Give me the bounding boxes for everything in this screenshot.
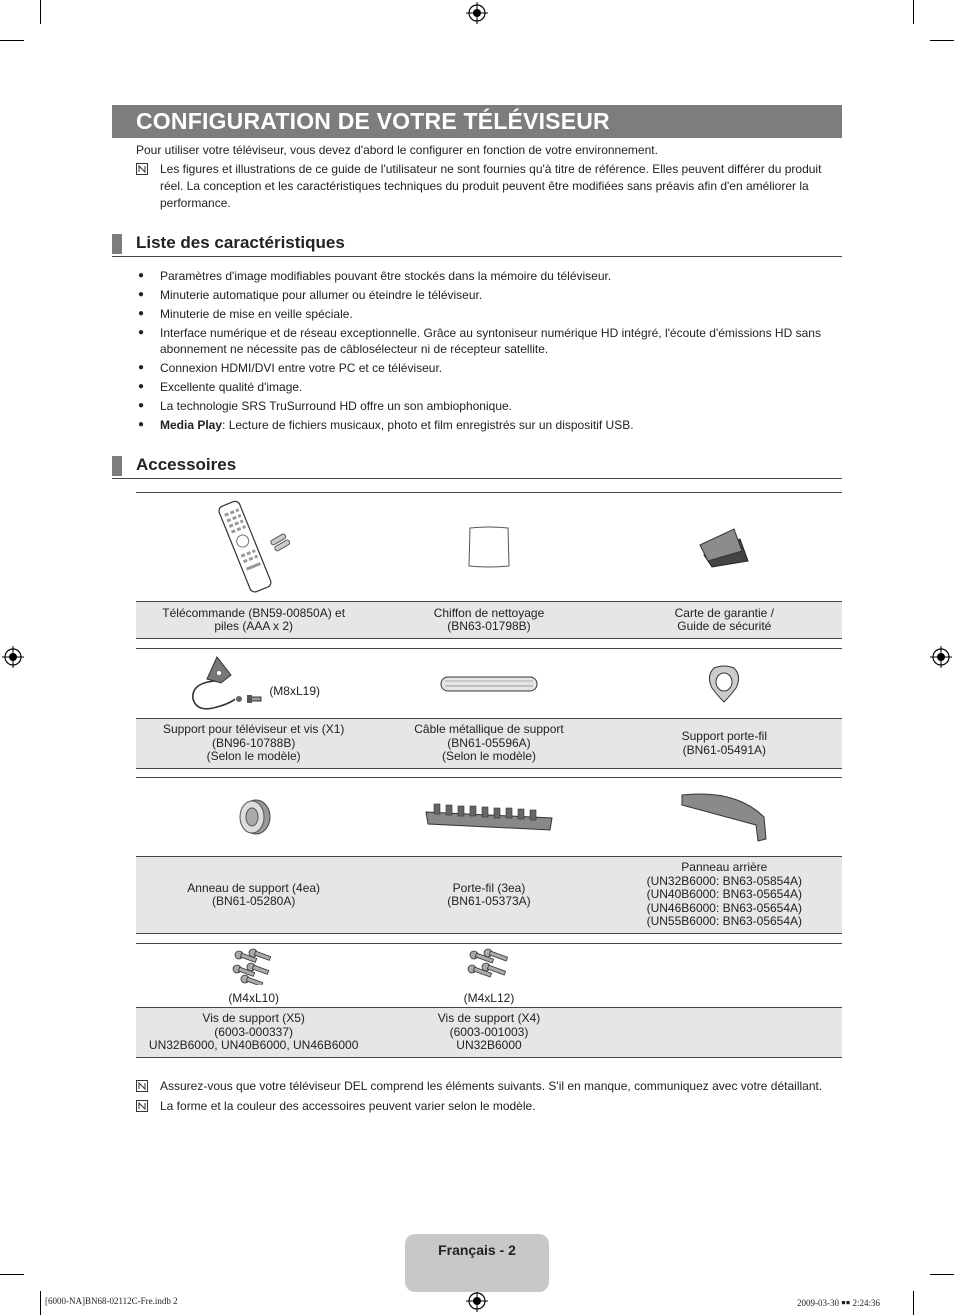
warranty-card-icon (694, 525, 754, 569)
registration-mark-icon (930, 646, 952, 668)
registration-mark-icon (466, 1290, 488, 1312)
screws-icon (229, 947, 279, 985)
bullet-icon: ● (138, 400, 145, 411)
crop-mark (0, 1274, 24, 1275)
bullet-icon: ● (138, 327, 145, 338)
crop-mark (913, 1291, 914, 1315)
caption-remote: Télécommande (BN59-00850A) et piles (AAA x 2) (162, 605, 346, 633)
cleaning-cloth-icon (464, 524, 514, 570)
note: Assurez-vous que votre téléviseur DEL comprend les éléments suivants. S'il en manque, communiquez avec votre détaillant. (136, 1078, 842, 1095)
tv-stand-icon (187, 653, 267, 715)
intro-text: Pour utiliser votre téléviseur, vous devez d'abord le configurer en fonction de votre environnement. (136, 143, 658, 157)
note-icon (136, 1078, 160, 1095)
list-item: ● Minuterie automatique pour allumer ou éteindre le téléviseur. (138, 288, 483, 302)
crop-mark (0, 40, 24, 41)
caption-ring: Anneau de support (4ea) (BN61-05280A) (187, 880, 321, 908)
holder-ring-icon (234, 797, 274, 837)
accessories-row-3 (136, 777, 842, 934)
cloth-image (371, 493, 606, 601)
note: La forme et la couleur des accessoires peuvent varier selon le modèle. (136, 1098, 842, 1115)
accessories-heading-label: Accessoires (136, 455, 237, 474)
registration-mark-icon (2, 646, 24, 668)
bullet-icon: ● (138, 419, 145, 430)
cable-image (371, 649, 606, 718)
features-list (136, 268, 842, 436)
accessories-row-1 (136, 492, 842, 639)
intro-note (136, 161, 842, 212)
page-title: CONFIGURATION DE VOTRE TÉLÉVISEUR (112, 105, 842, 138)
list-item: ● Minuterie de mise en veille spéciale. (138, 307, 353, 321)
wire-holder-image (371, 778, 606, 856)
bullet-icon: ● (138, 289, 145, 300)
list-item: ● Excellente qualité d'image. (138, 380, 303, 394)
features-heading-label: Liste des caractéristiques (136, 233, 345, 252)
stand-image (136, 649, 371, 718)
list-item: ● Interface numérique et de réseau exceptionnelle. Grâce au syntoniseur numérique HD intégré, l'écoute d'émissions HD sans abonnement ne nécessite pas de câblosélecteur ni de récepteur satellite. (138, 326, 821, 356)
screw-size-label: (M8xL19) (269, 683, 320, 698)
bullet-icon: ● (138, 381, 145, 392)
crop-mark (913, 0, 914, 24)
caption-warranty: Carte de garantie / Guide de sécurité (674, 605, 775, 633)
warranty-image (607, 493, 842, 601)
heading-marker (112, 456, 122, 476)
caption-screws-x4: Vis de support (X4) (6003-001003) UN32B6000 (437, 1011, 541, 1053)
remote-image (136, 493, 371, 601)
battery-icon (270, 533, 290, 551)
screw-icon (247, 695, 261, 703)
holder-wire-icon (702, 662, 746, 706)
crop-mark (930, 40, 954, 41)
back-cover-icon (676, 789, 772, 845)
bullet-icon: ● (138, 308, 145, 319)
ring-image (136, 778, 371, 856)
footer-file: [6000-NA]BN68-02112C-Fre.indb 2 (45, 1296, 178, 1306)
footer-date: 2009-03-30 ￭￭ 2:24:36 (797, 1298, 880, 1308)
page-number-tab: Français - 2 (405, 1234, 549, 1292)
media-play-label: Media Play (160, 418, 223, 432)
screws-m4l12-image (371, 944, 606, 1007)
list-item: ● Media Play: Lecture de fichiers musicaux, photo et film enregistrés sur un dispositif USB. (138, 418, 634, 432)
bottom-notes (136, 1076, 842, 1118)
accessories-row-4 (136, 943, 842, 1058)
intro-section (136, 142, 842, 212)
screw-size-label: (M4xL12) (463, 990, 515, 1005)
accessories-row-2 (136, 648, 842, 769)
caption-cloth: Chiffon de nettoyage (BN63-01798B) (433, 605, 545, 633)
list-item: ● Paramètres d'image modifiables pouvant être stockés dans la mémoire du téléviseur. (138, 269, 612, 283)
crop-mark (930, 1274, 954, 1275)
features-heading (112, 233, 842, 257)
caption-cable: Câble métallique de support (BN61-05596A) (Selon le modèle) (414, 722, 564, 764)
crop-mark (40, 0, 41, 24)
caption-back-cover: Panneau arrière (UN32B6000: BN63-05854A) (UN40B6000: BN63-05654A) (UN46B6000: BN63-05654A) (UN55B6000: BN63-05654A) (646, 860, 803, 929)
bullet-icon: ● (138, 270, 145, 281)
screws-m4l10-image (136, 944, 371, 1007)
registration-mark-icon (466, 2, 488, 24)
accessories-heading (112, 455, 842, 479)
wire-holder-icon (422, 800, 556, 834)
holder-image (607, 649, 842, 718)
list-item: ● La technologie SRS TruSurround HD offre un son ambiophonique. (138, 399, 513, 413)
caption-holder: Support porte-fil (BN61-05491A) (681, 729, 768, 757)
crop-mark (40, 1291, 41, 1315)
wire-cable-icon (439, 673, 539, 695)
remote-control-icon (204, 497, 304, 597)
heading-marker (112, 234, 122, 254)
screw-size-label: (M4xL10) (228, 990, 279, 1005)
bullet-icon: ● (138, 362, 145, 373)
note-icon (136, 161, 160, 212)
note-icon (136, 1098, 160, 1115)
caption-wire-holder: Porte-fil (3ea) (BN61-05373A) (447, 880, 531, 908)
intro-note-text: Les figures et illustrations de ce guide de l'utilisateur ne sont fournies qu'à titre de référence. Elles peuvent différer du produit réel. La conception et les caractéristiques techniques du produit peuvent être modifiées sans préavis afin d'en améliorer la performance. (160, 162, 822, 210)
caption-screws-x5: Vis de support (X5) (6003-000337) UN32B6000, UN40B6000, UN46B6000 (148, 1011, 359, 1053)
screws-icon (464, 947, 514, 985)
back-cover-image (607, 778, 842, 856)
list-item: ● Connexion HDMI/DVI entre votre PC et ce téléviseur. (138, 361, 443, 375)
caption-stand: Support pour téléviseur et vis (X1) (BN96-10788B) (Selon le modèle) (162, 722, 345, 764)
